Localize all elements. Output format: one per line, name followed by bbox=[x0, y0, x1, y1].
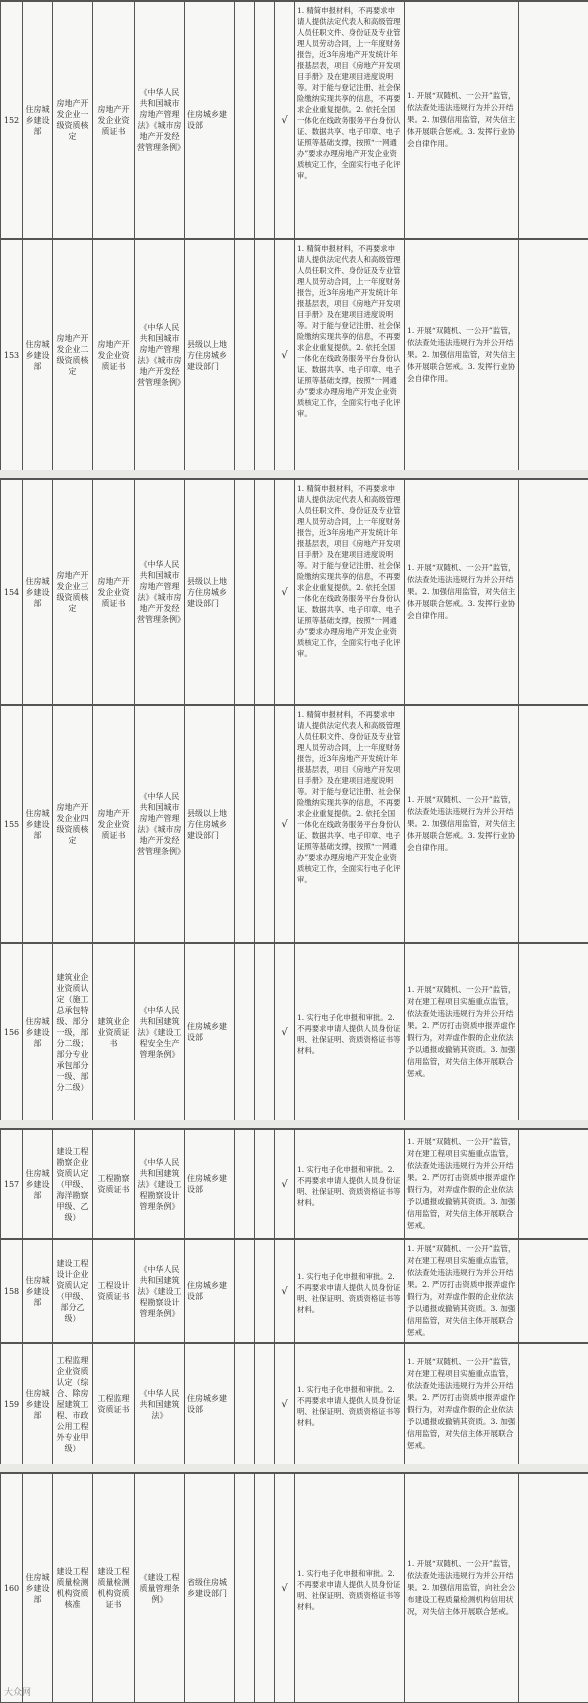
checkmark-cell: √ bbox=[275, 1474, 295, 1703]
item-cell: 房地产开发企业二级资质核定 bbox=[53, 240, 93, 471]
item-cell: 工程监理企业资质认定（综合、除房屋建筑工程、市政公用工程外专业甲级） bbox=[53, 1344, 93, 1465]
measures-cell: 1. 精简申报材料，不再要求申请人提供法定代表人和高级管理人员任职文件、身份证及专业管理人员劳动合同，上一年度财务报告，近3年房地产开发统计年报基层表，项目《房地产开发项目手册》及在建项目进度说明等。对于能与登记注册、社会保险缴纳实现共享的信息，不再要求企业重复提供。2. 依托全国一体化在线政务服务平台身份认证、数据共享、电子印章、电子证照等基础支撑，按照“一网通办”要求办理房地产开发企业资质核定工作，全面实行电子化评审。 bbox=[295, 706, 405, 943]
empty-cell bbox=[255, 1130, 275, 1239]
table-row bbox=[0, 238, 588, 472]
measures-cell: 1. 精简申报材料，不再要求申请人提供法定代表人和高级管理人员任职文件、身份证及专业管理人员劳动合同，上一年度财务报告，近3年房地产开发统计年报基层表，项目《房地产开发项目手册》及在建项目进度说明等。对于能与登记注册、社会保险缴纳实现共享的信息，不再要求企业重复提供。2. 依托全国一体化在线政务服务平台身份认证、数据共享、电子印章、电子证照等基础支撑，按照“一网通办”要求办理房地产开发企业资质核定工作，全面实行电子化评审。 bbox=[295, 480, 405, 705]
empty-cell bbox=[235, 944, 255, 1121]
empty-cell bbox=[519, 1130, 588, 1239]
watermark: 大众网 bbox=[4, 1685, 31, 1698]
empty-cell bbox=[255, 1474, 275, 1703]
supervision-cell: 1. 开展“双随机、一公开”监管，依法查处违法违规行为并公开结果。2. 加强信用监管，向社会公布建设工程质量检测机构信用状况，对失信主体开展联合惩戒。 bbox=[405, 1474, 519, 1703]
table-row bbox=[0, 942, 588, 1122]
legal-basis-cell: 《中华人民共和国建筑法》《建设工程勘察设计管理条例》 bbox=[135, 1240, 185, 1343]
supervision-cell: 1. 开展“双随机、一公开”监管，依法查处违法违规行为并公开结果。2. 加强信用监管，对失信主体开展联合惩戒。3. 发挥行业协会自律作用。 bbox=[405, 240, 519, 471]
measures-cell: 1. 实行电子化申报和审批。2. 不再要求申请人提供人员身份证明、社保证明、资质资格证书等材料。 bbox=[295, 944, 405, 1121]
supervision-cell: 1. 开展“双随机、一公开”监管，对在建工程项目实施重点监管，依法查处违法违规行为并公开结果。2. 严厉打击资质申报弄虚作假行为，对弄虚作假的企业依法予以通报或撤销其资质。3. 加强信用监管，对失信主体开展联合惩戒。 bbox=[405, 1344, 519, 1465]
empty-cell bbox=[519, 1474, 588, 1703]
department-cell: 住房城乡建设部 bbox=[23, 2, 53, 239]
row-number: 160 bbox=[1, 1474, 23, 1703]
empty-cell bbox=[255, 240, 275, 471]
empty-cell bbox=[235, 1474, 255, 1703]
legal-basis-cell: 《中华人民共和国建筑法》《建设工程安全生产管理条例》 bbox=[135, 944, 185, 1121]
item-cell: 建设工程设计企业资质认定（甲级、部分乙级） bbox=[53, 1240, 93, 1343]
department-cell: 住房城乡建设部 bbox=[23, 1240, 53, 1343]
empty-cell bbox=[235, 2, 255, 239]
table-row bbox=[0, 704, 588, 944]
authority-cell: 县级以上地方住房城乡建设部门 bbox=[185, 706, 235, 943]
authority-cell: 住房城乡建设部 bbox=[185, 1240, 235, 1343]
measures-cell: 1. 实行电子化申报和审批。2. 不再要求申请人提供人员身份证明、社保证明、资质资格证书等材料。 bbox=[295, 1474, 405, 1703]
row-separator bbox=[0, 470, 588, 478]
item-cell: 房地产开发企业一级资质核定 bbox=[53, 2, 93, 239]
measures-cell: 1. 实行电子化申报和审批。2. 不再要求申请人提供人员身份证明、社保证明、资质资格证书等材料。 bbox=[295, 1240, 405, 1343]
department-cell: 住房城乡建设部 bbox=[23, 1344, 53, 1465]
empty-cell bbox=[255, 944, 275, 1121]
certificate-cell: 工程监理资质证书 bbox=[93, 1344, 135, 1465]
supervision-cell: 1. 开展“双随机、一公开”监管，对在建工程项目实施重点监管，依法查处违法违规行为并公开结果。2. 严厉打击资质申报弄虚作假行为，对弄虚作假的企业依法予以通报或撤销其资质。3. 加强信用监管，对失信主体开展联合惩戒。 bbox=[405, 1130, 519, 1239]
authority-cell: 住房城乡建设部 bbox=[185, 2, 235, 239]
item-cell: 房地产开发企业四级资质核定 bbox=[53, 706, 93, 943]
empty-cell bbox=[255, 706, 275, 943]
certificate-cell: 房地产开发企业资质证书 bbox=[93, 480, 135, 705]
authority-cell: 县级以上地方住房城乡建设部门 bbox=[185, 240, 235, 471]
department-cell: 住房城乡建设部 bbox=[23, 1474, 53, 1703]
row-separator bbox=[0, 1464, 588, 1472]
legal-basis-cell: 《中华人民共和国建筑法》 bbox=[135, 1344, 185, 1465]
item-cell: 房地产开发企业三级资质核定 bbox=[53, 480, 93, 705]
measures-cell: 1. 精简申报材料，不再要求申请人提供法定代表人和高级管理人员任职文件、身份证及专业管理人员劳动合同，上一年度财务报告，近3年房地产开发统计年报基层表，项目《房地产开发项目手册》及在建项目进度说明等。对于能与登记注册、社会保险缴纳实现共享的信息，不再要求企业重复提供。2. 依托全国一体化在线政务服务平台身份认证、数据共享、电子印章、电子证照等基础支撑，按照“一网通办”要求办理房地产开发企业资质核定工作，全面实行电子化评审。 bbox=[295, 240, 405, 471]
certificate-cell: 工程设计资质证书 bbox=[93, 1240, 135, 1343]
department-cell: 住房城乡建设部 bbox=[23, 706, 53, 943]
row-number: 157 bbox=[1, 1130, 23, 1239]
item-cell: 建设工程质量检测机构资质核准 bbox=[53, 1474, 93, 1703]
checkmark-cell: √ bbox=[275, 1130, 295, 1239]
item-cell: 建筑业企业资质认定（施工总承包特级、部分一级，部分二级；部分专业承包部分一级、部分二级） bbox=[53, 944, 93, 1121]
table-row bbox=[0, 1128, 588, 1240]
supervision-cell: 1. 开展“双随机、一公开”监管，对在建工程项目实施重点监管，依法查处违法违规行为并公开结果。2. 严厉打击资质申报弄虚作假行为，对弄虚作假的企业依法予以通报或撤销其资质。3. 加强信用监管，对失信主体开展联合惩戒。 bbox=[405, 944, 519, 1121]
empty-cell bbox=[255, 2, 275, 239]
department-cell: 住房城乡建设部 bbox=[23, 240, 53, 471]
empty-cell bbox=[519, 240, 588, 471]
department-cell: 住房城乡建设部 bbox=[23, 1130, 53, 1239]
item-cell: 建设工程勘察企业资质认定（甲级、海洋勘察甲级、乙级） bbox=[53, 1130, 93, 1239]
row-number: 159 bbox=[1, 1344, 23, 1465]
supervision-cell: 1. 开展“双随机、一公开”监管，对在建工程项目实施重点监管，依法查处违法违规行为并公开结果。2. 严厉打击资质申报弄虚作假行为，对弄虚作假的企业依法予以通报或撤销其资质。3. 加强信用监管，对失信主体开展联合惩戒。 bbox=[405, 1240, 519, 1343]
checkmark-cell: √ bbox=[275, 2, 295, 239]
legal-basis-cell: 《中华人民共和国城市房地产管理法》《城市房地产开发经营管理条例》 bbox=[135, 706, 185, 943]
checkmark-cell: √ bbox=[275, 944, 295, 1121]
empty-cell bbox=[235, 1344, 255, 1465]
authority-cell: 住房城乡建设部 bbox=[185, 1130, 235, 1239]
measures-cell: 1. 实行电子化申报和审批。2. 不再要求申请人提供人员身份证明、社保证明、资质资格证书等材料。 bbox=[295, 1130, 405, 1239]
department-cell: 住房城乡建设部 bbox=[23, 944, 53, 1121]
legal-basis-cell: 《中华人民共和国城市房地产管理法》《城市房地产开发经营管理条例》 bbox=[135, 480, 185, 705]
empty-cell bbox=[519, 1344, 588, 1465]
row-number: 153 bbox=[1, 240, 23, 471]
supervision-cell: 1. 开展“双随机、一公开”监管，依法查处违法违规行为并公开结果。2. 加强信用监管，对失信主体开展联合惩戒。3. 发挥行业协会自律作用。 bbox=[405, 706, 519, 943]
certificate-cell: 房地产开发企业资质证书 bbox=[93, 706, 135, 943]
department-cell: 住房城乡建设部 bbox=[23, 480, 53, 705]
checkmark-cell: √ bbox=[275, 706, 295, 943]
table-row bbox=[0, 478, 588, 706]
measures-cell: 1. 精简申报材料，不再要求申请人提供法定代表人和高级管理人员任职文件、身份证及专业管理人员劳动合同，上一年度财务报告，近3年房地产开发统计年报基层表，项目《房地产开发项目手册》及在建项目进度说明等。对于能与登记注册、社会保险缴纳实现共享的信息，不再要求企业重复提供。2. 依托全国一体化在线政务服务平台身份认证、数据共享、电子印章、电子证照等基础支撑，按照“一网通办”要求办理房地产开发企业资质核定工作，全面实行电子化评审。 bbox=[295, 2, 405, 239]
empty-cell bbox=[519, 480, 588, 705]
certificate-cell: 房地产开发企业资质证书 bbox=[93, 2, 135, 239]
row-number: 155 bbox=[1, 706, 23, 943]
authority-cell: 省级住房城乡建设部门 bbox=[185, 1474, 235, 1703]
table-row bbox=[0, 1472, 588, 1703]
authority-cell: 县级以上地方住房城乡建设部门 bbox=[185, 480, 235, 705]
row-number: 154 bbox=[1, 480, 23, 705]
certificate-cell: 建设工程质量检测机构资质证书 bbox=[93, 1474, 135, 1703]
checkmark-cell: √ bbox=[275, 240, 295, 471]
checkmark-cell: √ bbox=[275, 480, 295, 705]
empty-cell bbox=[519, 2, 588, 239]
empty-cell bbox=[255, 1240, 275, 1343]
certificate-cell: 房地产开发企业资质证书 bbox=[93, 240, 135, 471]
row-number: 158 bbox=[1, 1240, 23, 1343]
supervision-cell: 1. 开展“双随机、一公开”监管，依法查处违法违规行为并公开结果。2. 加强信用监管，对失信主体开展联合惩戒。3. 发挥行业协会自律作用。 bbox=[405, 480, 519, 705]
empty-cell bbox=[235, 480, 255, 705]
empty-cell bbox=[519, 944, 588, 1121]
legal-basis-cell: 《中华人民共和国建筑法》《建设工程勘察设计管理条例》 bbox=[135, 1130, 185, 1239]
table-row bbox=[0, 1342, 588, 1466]
empty-cell bbox=[255, 1344, 275, 1465]
authority-cell: 住房城乡建设部 bbox=[185, 944, 235, 1121]
checkmark-cell: √ bbox=[275, 1344, 295, 1465]
empty-cell bbox=[235, 240, 255, 471]
row-number: 152 bbox=[1, 2, 23, 239]
table-row bbox=[0, 1238, 588, 1344]
empty-cell bbox=[235, 706, 255, 943]
empty-cell bbox=[255, 480, 275, 705]
checkmark-cell: √ bbox=[275, 1240, 295, 1343]
legal-basis-cell: 《中华人民共和国城市房地产管理法》《城市房地产开发经营管理条例》 bbox=[135, 2, 185, 239]
legal-basis-cell: 《中华人民共和国城市房地产管理法》《城市房地产开发经营管理条例》 bbox=[135, 240, 185, 471]
table-row bbox=[0, 0, 588, 240]
empty-cell bbox=[235, 1240, 255, 1343]
row-separator bbox=[0, 1120, 588, 1128]
empty-cell bbox=[519, 706, 588, 943]
supervision-cell: 1. 开展“双随机、一公开”监管，依法查处违法违规行为并公开结果。2. 加强信用监管，对失信主体开展联合惩戒。3. 发挥行业协会自律作用。 bbox=[405, 2, 519, 239]
certificate-cell: 工程勘察资质证书 bbox=[93, 1130, 135, 1239]
certificate-cell: 建筑业企业资质证书 bbox=[93, 944, 135, 1121]
legal-basis-cell: 《建设工程质量管理条例》 bbox=[135, 1474, 185, 1703]
measures-cell: 1. 实行电子化申报和审批。2. 不再要求申请人提供人员身份证明、社保证明、资质资格证书等材料。 bbox=[295, 1344, 405, 1465]
empty-cell bbox=[235, 1130, 255, 1239]
empty-cell bbox=[519, 1240, 588, 1343]
authority-cell: 住房城乡建设部 bbox=[185, 1344, 235, 1465]
row-number: 156 bbox=[1, 944, 23, 1121]
